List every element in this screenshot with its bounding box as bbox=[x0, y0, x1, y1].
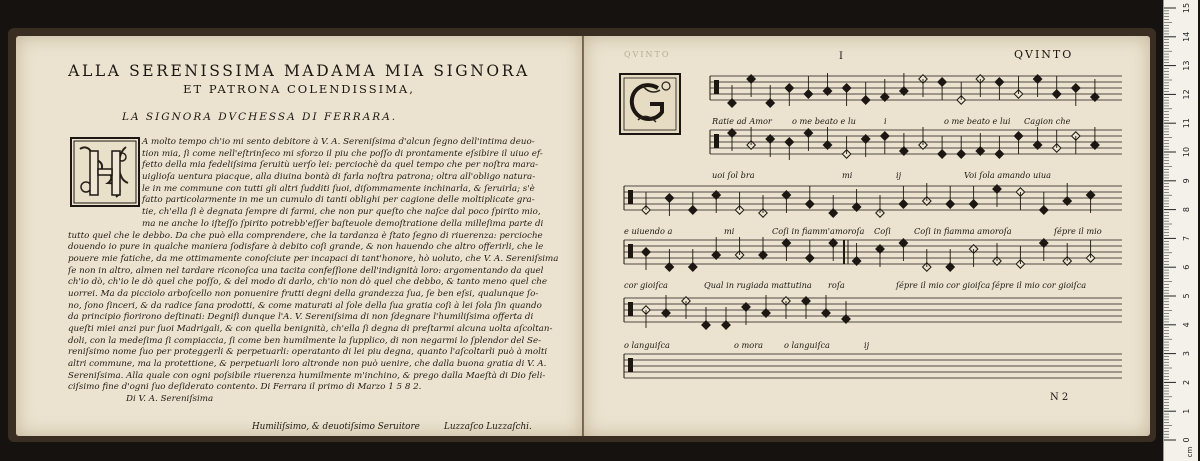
lyric-fragment: o languiſca bbox=[784, 340, 830, 350]
lyric-fragment: ſépre il mio bbox=[1054, 226, 1102, 236]
clef-mark bbox=[628, 302, 633, 316]
ruler-label: 10 bbox=[1182, 146, 1191, 158]
lyric-fragment: Qual in rugiada mattutina bbox=[704, 280, 812, 290]
ruler-label: 1 bbox=[1182, 408, 1191, 414]
ruler-label: 12 bbox=[1182, 89, 1191, 100]
clef-mark bbox=[628, 244, 633, 258]
ruler-label: 3 bbox=[1182, 351, 1191, 357]
dedication-line: ch'io dò, ch'io le dò quel che poſſo, & del modo di darlo, ch'io non dò quel che debbo, & tanto meno quel che bbox=[68, 277, 548, 288]
measurement-ruler bbox=[1163, 0, 1198, 461]
dedication-line: uorrei. Ma da picciolo arboſcello non ponuenire frutti degni della grandezza ſua, ſe ben eſsi, qualunque ſo- bbox=[68, 288, 539, 299]
staff bbox=[624, 354, 1122, 378]
lyric-fragment: ſépre il mio cor gioiſca bbox=[896, 280, 991, 290]
dedication-line: fetto della mia fedeliſsima ſeruitù uerſo lei: perciochè da quel tempo che per noſtra mara- bbox=[142, 160, 539, 171]
dedication-line: no, ſono ſinceri, & da radice ſana prodotti, & come maturati al ſole della ſua gratia coſi à lei ſola ſin quando bbox=[68, 300, 542, 311]
clef-mark bbox=[714, 134, 719, 148]
ruler-label: 6 bbox=[1182, 264, 1191, 270]
ruler-label: 7 bbox=[1182, 235, 1191, 241]
dedication-line: douendo io pure in qualche maniera ſodisfare à debito coſi grande, & non hauendo che altro offerirli, che le bbox=[68, 242, 544, 253]
signature-mark: N 2 bbox=[1050, 392, 1069, 403]
author-name: Luzzaſco Luzzaſchi. bbox=[444, 422, 532, 432]
ruler-unit: cm bbox=[1186, 446, 1194, 458]
dedication-line: da principio fiorirono deſtinati: Degniſi dunque l'A. V. Sereniſsima di non ſdegnare l'humiliſsima offerta di bbox=[68, 312, 534, 323]
dedication-line: reniſsimo nome ſuo per proteggerli & perpetuarli: operatanto di lei piu degna, quanto l'aſcoltarli può à molti bbox=[68, 347, 548, 358]
lyric-fragment: ſépre il mio cor gioiſca bbox=[992, 280, 1087, 290]
lyric-fragment: mi bbox=[842, 170, 853, 180]
dedication-line: ma ne anche lo iſteſſo ſpirito potrebb'eſſer baſteuole demoſtratione della milleſima parte di bbox=[142, 218, 544, 229]
lyric-fragment: o mora bbox=[734, 340, 764, 350]
dedication-line: tie, ch'ella ſi è degnata ſempre di farmi, che non pur queſto che naſce dal poco ſpirito mio, bbox=[142, 207, 541, 218]
dedication-line: tion mia, ſi come nell'eſtrinſeco mi sforzo il piu che poſſo di prontamente eſsibire il uiuo ef- bbox=[142, 148, 543, 159]
clef-mark bbox=[628, 358, 633, 372]
staff bbox=[624, 295, 1122, 329]
lyric-fragment: Ratie ad Amor bbox=[712, 116, 772, 126]
ruler-label: 15 bbox=[1182, 2, 1191, 14]
ruler-label: 8 bbox=[1182, 207, 1191, 213]
lyric-fragment: cor gioiſca bbox=[624, 280, 668, 290]
dedication-line: pouere mie fatiche, da me ottimamente conoſciute per incapaci di tant'honore, hò uoluto, che V. A. Sereniſsima bbox=[68, 253, 559, 264]
ruler-label: 0 bbox=[1182, 437, 1191, 443]
lyric-fragment: uoi ſol bra bbox=[712, 170, 755, 180]
dedication-line: ciſsimo fine d'ogni ſuo deſiderato contento. Di Ferrara il primo di Marzo 1 5 8 2. bbox=[68, 382, 422, 393]
dropcap-letter-h: H bbox=[104, 179, 106, 180]
dedication-line: uiglioſa uentura piacque, alla diuina bontà di farla noſtra patrona; oltra all'obligo natura- bbox=[142, 172, 536, 183]
dedication-addressee: LA SIGNORA DVCHESSA DI FERRARA. bbox=[122, 111, 398, 123]
lyric-fragment: o languiſca bbox=[624, 340, 670, 350]
dedication-line: le in me commune con tutti gli altri ſudditi ſuoi, diſommamente inchinarla, & ſeruirla; s'è bbox=[142, 183, 535, 194]
staff bbox=[710, 73, 1122, 107]
clef-mark bbox=[628, 190, 633, 204]
lyric-fragment: Coſi bbox=[874, 226, 891, 236]
ruler-label: 4 bbox=[1182, 322, 1191, 328]
staff bbox=[624, 237, 1122, 271]
decorated-initial-h bbox=[70, 137, 140, 207]
dedication-subtitle: ET PATRONA COLENDISSIMA, bbox=[183, 82, 415, 96]
lyric-fragment: mi bbox=[724, 226, 735, 236]
dedication-line: tutto quel che le debbo. Da che può ella comprendere, che la tardanza è ſtato ſegno di riuerenza: percioche bbox=[68, 230, 543, 241]
lyric-fragment: Coſi in fiamm'amoroſa bbox=[772, 226, 865, 236]
lyric-fragment: roſa bbox=[828, 280, 845, 290]
dedication-line: doli, con la medeſima ſi compiaccia, ſi come ben humilmente la ſupplico, di non negarmi lo ſplendor del Se- bbox=[68, 335, 542, 346]
ruler-label: 2 bbox=[1182, 379, 1191, 385]
dedication-line: A molto tempo ch'io mi sento debitore à V. A. Sereniſsima d'alcun ſegno dell'intima deuo- bbox=[142, 137, 535, 147]
lyric-fragment: Voi ſola amando uiua bbox=[964, 170, 1051, 180]
left-page bbox=[16, 36, 582, 436]
dedication-line: Di V. A. Sereniſsima bbox=[126, 394, 214, 405]
dedication-line: altri commune, ma la protettione, & perpetuarli loro altronde non può uenire, che dalla buona gratia di V. A. bbox=[68, 359, 547, 370]
dedication-line: fatto particolarmente in me un cumulo di tanti oblighi per cagione delle moltiplicate gra- bbox=[142, 195, 535, 206]
dedication-line: queſti miei anzi pur ſuoi Madrigali, & con quella benignità, ch'ella ſi degna di preſtarmi alcuna uolta aſcoltan- bbox=[68, 324, 553, 334]
ruler-label: 11 bbox=[1182, 118, 1191, 129]
lyric-fragment: o me beato e lu bbox=[792, 116, 856, 126]
ruler-label: 5 bbox=[1182, 293, 1191, 299]
staff bbox=[624, 183, 1122, 217]
open-book bbox=[8, 28, 1156, 442]
servant-line: Humiliſsimo, & deuotiſsimo Seruitore bbox=[252, 422, 420, 432]
lyric-fragment: Coſi in fiamma amoroſa bbox=[914, 226, 1012, 236]
right-page bbox=[584, 36, 1150, 436]
dedication-line: ſe non in altro, almen nel tardare riconoſca una tacita confeſſione dell'indignità loro: argomentando da quel bbox=[68, 265, 544, 276]
clef-mark bbox=[714, 80, 719, 94]
page-number: I bbox=[839, 51, 843, 62]
staff bbox=[710, 127, 1122, 160]
bleed-through-text: QVINTO bbox=[624, 50, 671, 59]
dedication-title: ALLA SERENISSIMA MADAMA MIA SIGNORA bbox=[68, 62, 530, 80]
lyric-fragment: i bbox=[884, 116, 887, 126]
lyric-fragment: o me beato e lui bbox=[944, 116, 1011, 126]
ruler-label: 9 bbox=[1182, 178, 1191, 184]
lyric-fragment: ij bbox=[864, 340, 870, 350]
lyric-fragment: e uiuendo a bbox=[624, 226, 673, 236]
ruler-label: 13 bbox=[1182, 60, 1191, 71]
dedication-body bbox=[68, 137, 568, 406]
voice-part-label: QVINTO bbox=[1014, 48, 1074, 61]
decorated-initial-g bbox=[620, 74, 680, 134]
dedication-line: Sereniſsima. Alla quale con ogni poſsibile riuerenza humilmente m'inchino, & prego dalla Maeſtà di Dio feli- bbox=[68, 370, 546, 381]
ruler-label: 14 bbox=[1182, 31, 1191, 42]
dropcap-letter-g: G bbox=[650, 108, 651, 109]
music-score bbox=[584, 36, 1150, 436]
lyric-fragment: Cagion che bbox=[1024, 116, 1071, 126]
lyric-fragment: ij bbox=[896, 170, 902, 180]
